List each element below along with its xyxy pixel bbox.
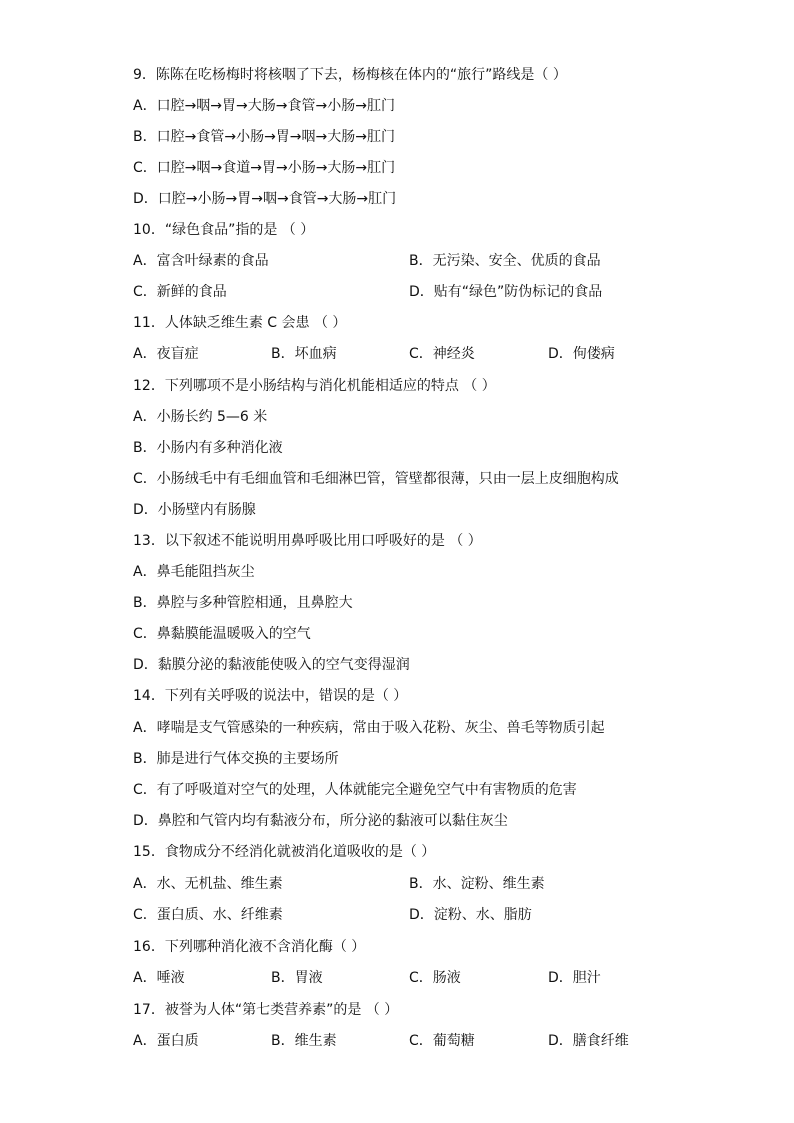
question-17-option-c: C．葡萄糖 — [409, 1033, 475, 1049]
question-11-options-row — [133, 339, 693, 370]
question-12-option-b: B．小肠内有多种消化液 — [133, 440, 283, 456]
question-14-option-d: D．鼻腔和气管内均有黏液分布，所分泌的黏液可以黏住灰尘 — [133, 813, 508, 829]
question-15-stem: 15．食物成分不经消化就被消化道吸收的是（ ） — [133, 844, 436, 860]
question-16-stem: 16．下列哪种消化液不含消化酶（ ） — [133, 939, 366, 955]
question-10-stem: 10．“绿色食品”指的是 （ ） — [133, 222, 315, 238]
question-10-option-a: A．富含叶绿素的食品 — [133, 253, 269, 269]
question-17-option-d: D．膳食纤维 — [548, 1033, 629, 1049]
question-13-option-d: D．黏膜分泌的黏液能使吸入的空气变得湿润 — [133, 657, 410, 673]
question-16-option-a: A．唾液 — [133, 970, 185, 986]
question-10-options-row-1 — [133, 246, 693, 277]
question-16-option-d: D．胆汁 — [548, 970, 601, 986]
question-9-stem: 9．陈陈在吃杨梅时将核咽了下去，杨梅核在体内的“旅行”路线是（ ） — [133, 67, 567, 83]
question-13-option-b: B．鼻腔与多种管腔相通，且鼻腔大 — [133, 595, 353, 611]
question-13-stem: 13．以下叙述不能说明用鼻呼吸比用口呼吸好的是 （ ） — [133, 533, 482, 549]
question-10-option-b: B．无污染、安全、优质的食品 — [409, 253, 601, 269]
question-13-option-c: C．鼻黏膜能温暖吸入的空气 — [133, 626, 311, 642]
question-16-option-c: C．肠液 — [409, 970, 461, 986]
question-11-option-d: D．佝偻病 — [548, 346, 615, 362]
question-17-options-row — [133, 1026, 693, 1057]
question-10-options-row-2 — [133, 277, 693, 308]
question-15-option-c: C．蛋白质、水、纤维素 — [133, 907, 283, 923]
question-13-option-a: A．鼻毛能阻挡灰尘 — [133, 564, 255, 580]
question-17-option-a: A．蛋白质 — [133, 1033, 199, 1049]
question-17-stem: 17．被誉为人体“第七类营养素”的是 （ ） — [133, 1002, 399, 1018]
question-9-option-d: D．口腔→小肠→胃→咽→食管→大肠→肛门 — [133, 191, 397, 207]
question-10-option-d: D．贴有“绿色”防伪标记的食品 — [409, 284, 603, 300]
question-12-option-c: C．小肠绒毛中有毛细血管和毛细淋巴管，管壁都很薄，只由一层上皮细胞构成 — [133, 471, 619, 487]
question-15-option-a: A．水、无机盐、维生素 — [133, 876, 283, 892]
question-10-option-c: C．新鲜的食品 — [133, 284, 227, 300]
question-15-option-b: B．水、淀粉、维生素 — [409, 876, 545, 892]
question-17-option-b: B．维生素 — [271, 1033, 337, 1049]
question-15-options-row-2 — [133, 900, 693, 931]
question-16-option-b: B．胃液 — [271, 970, 323, 986]
question-12-option-d: D．小肠壁内有肠腺 — [133, 502, 256, 518]
question-12-option-a: A．小肠长约 5—6 米 — [133, 409, 268, 425]
question-16-options-row — [133, 963, 693, 994]
question-14-option-b: B．肺是进行气体交换的主要场所 — [133, 751, 339, 767]
question-11-option-b: B．坏血病 — [271, 346, 337, 362]
question-14-option-c: C．有了呼吸道对空气的处理，人体就能完全避免空气中有害物质的危害 — [133, 782, 577, 798]
question-9-option-c: C．口腔→咽→食道→胃→小肠→大肠→肛门 — [133, 160, 396, 176]
question-11-option-a: A．夜盲症 — [133, 346, 199, 362]
question-15-options-row-1 — [133, 869, 693, 900]
question-11-stem: 11．人体缺乏维生素 C 会患 （ ） — [133, 315, 347, 331]
question-9-option-a: A．口腔→咽→胃→大肠→食管→小肠→肛门 — [133, 98, 395, 114]
question-11-option-c: C．神经炎 — [409, 346, 475, 362]
question-15-option-d: D．淀粉、水、脂肪 — [409, 907, 532, 923]
question-14-option-a: A．哮喘是支气管感染的一种疾病，常由于吸入花粉、灰尘、兽毛等物质引起 — [133, 720, 605, 736]
question-9-option-b: B．口腔→食管→小肠→胃→咽→大肠→肛门 — [133, 129, 395, 145]
question-12-stem: 12．下列哪项不是小肠结构与消化机能相适应的特点 （ ） — [133, 378, 496, 394]
question-14-stem: 14．下列有关呼吸的说法中，错误的是（ ） — [133, 688, 408, 704]
